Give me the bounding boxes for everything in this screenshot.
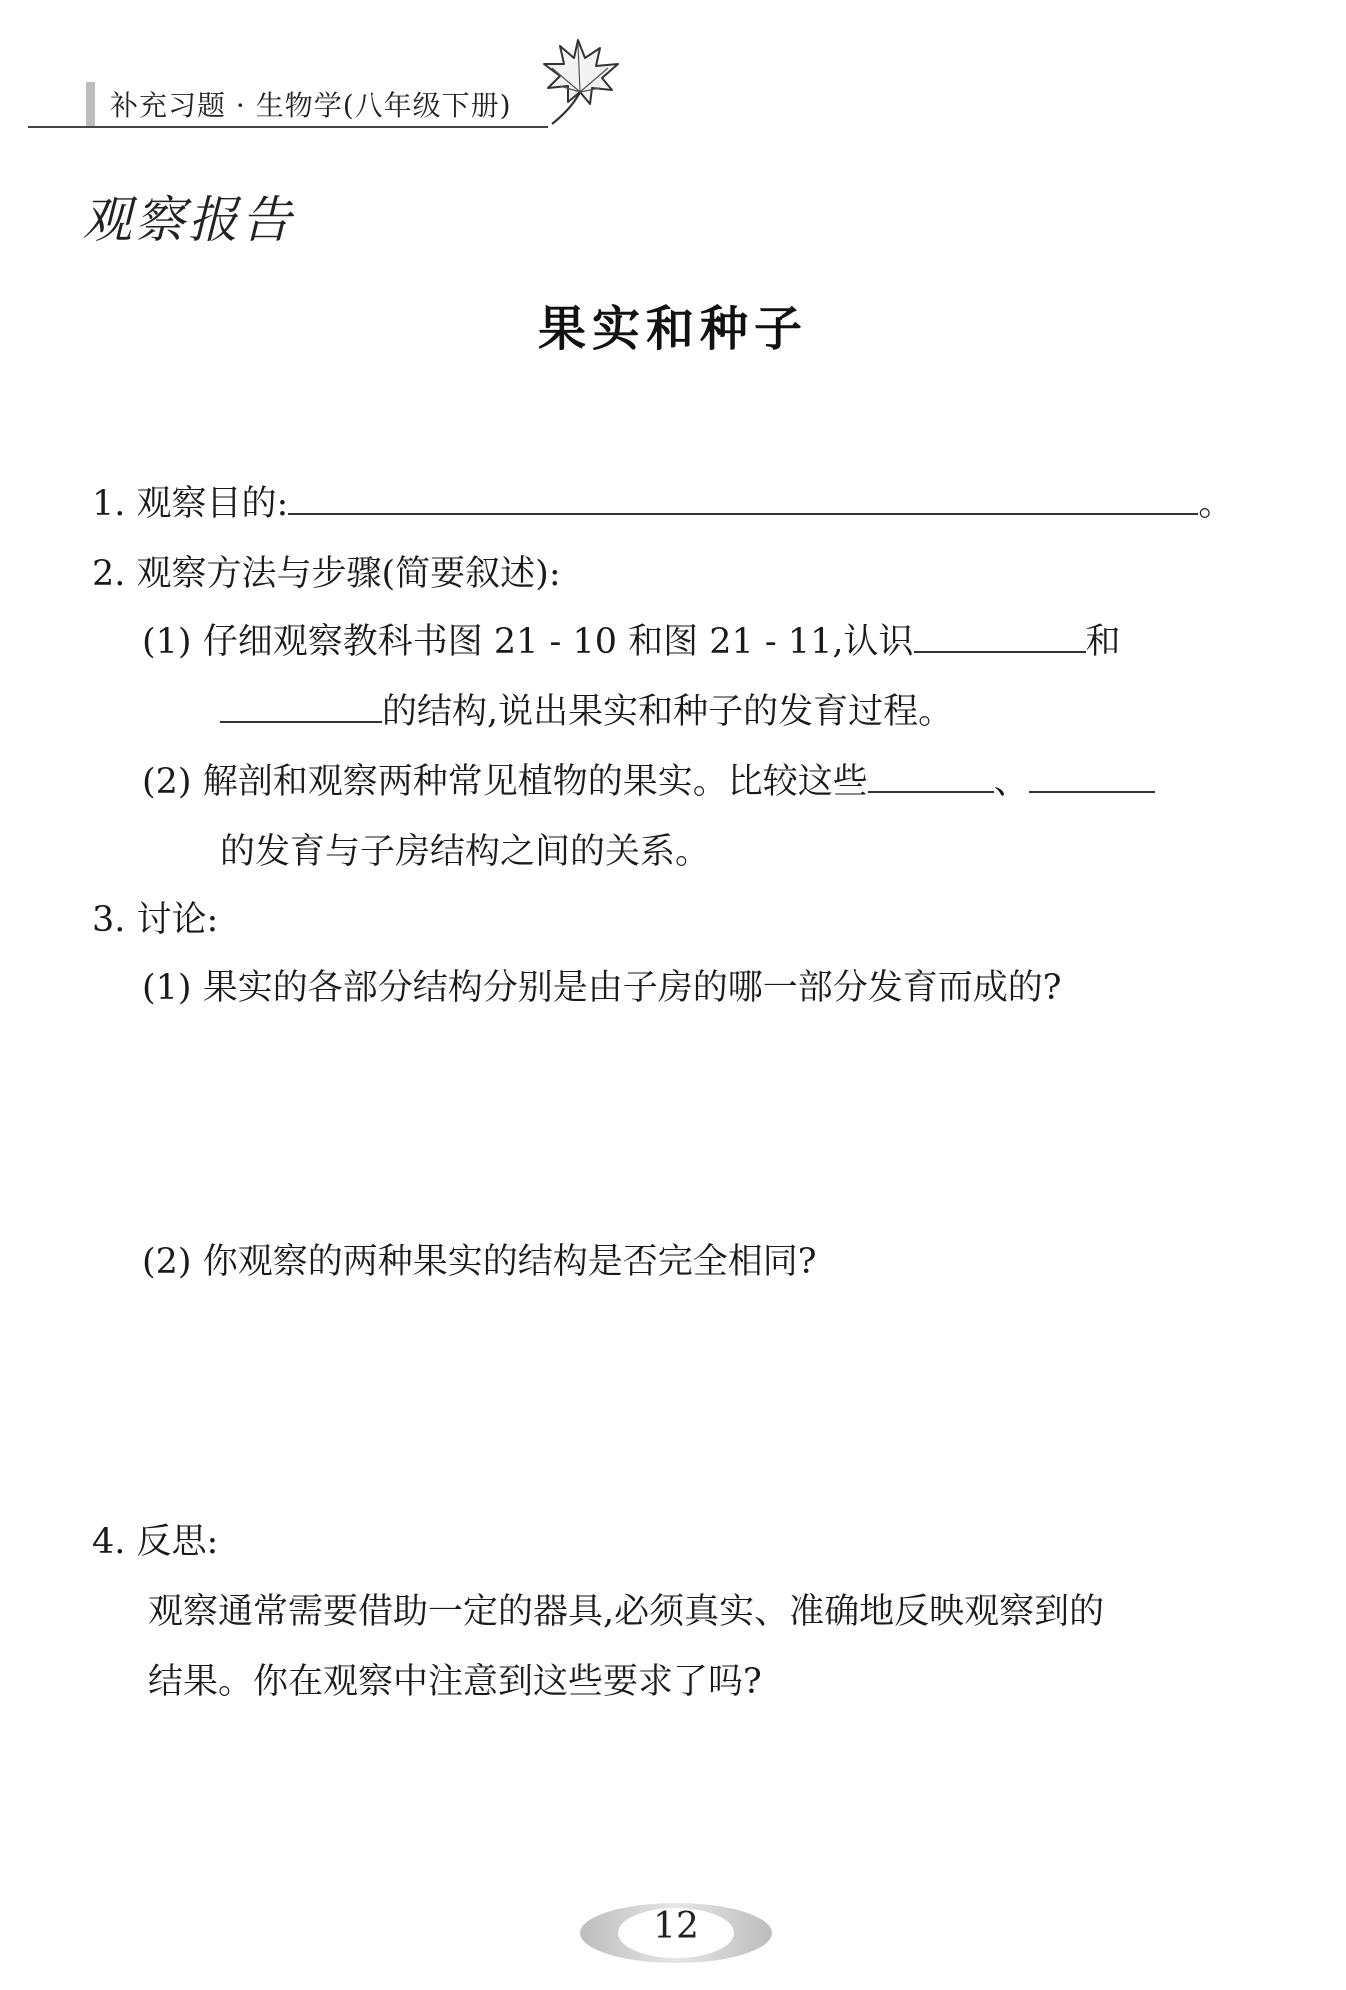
section-label: 观察报告 bbox=[82, 191, 294, 249]
answer-area-discussion-1[interactable] bbox=[142, 1018, 1242, 1208]
step-1-continue: 的结构,说出果实和种子的发育过程。 bbox=[382, 692, 954, 732]
step-1-line-1 bbox=[142, 614, 1121, 664]
answer-blank-structure-2[interactable] bbox=[220, 684, 382, 723]
question-3: 3. 讨论: bbox=[92, 900, 219, 940]
reflection-line-1: 观察通常需要借助一定的器具,必须真实、准确地反映观察到的 bbox=[148, 1592, 1105, 1632]
answer-area-discussion-2[interactable] bbox=[142, 1292, 1242, 1492]
step-2-line-1 bbox=[142, 754, 1155, 804]
step-1-text: (1) 仔细观察教科书图 21 - 10 和图 21 - 11,认识 bbox=[142, 622, 914, 662]
step-1-line-2 bbox=[220, 684, 953, 734]
page-title: 果实和种子 bbox=[537, 301, 808, 357]
step-2-line-2: 的发育与子房结构之间的关系。 bbox=[220, 832, 711, 872]
maple-leaf-icon bbox=[538, 34, 624, 128]
question-1-label: 1. 观察目的: bbox=[92, 484, 289, 524]
question-1-end: 。 bbox=[1198, 484, 1234, 524]
reflection-line-2: 结果。你在观察中注意到这些要求了吗? bbox=[148, 1662, 762, 1702]
step-2-sep: 、 bbox=[993, 762, 1029, 802]
book-title: 补充习题 · 生物学(八年级下册) bbox=[110, 89, 512, 122]
answer-blank-part-1[interactable] bbox=[868, 754, 994, 793]
answer-blank-purpose[interactable] bbox=[288, 476, 1198, 515]
question-1 bbox=[92, 476, 1233, 526]
discussion-2: (2) 你观察的两种果实的结构是否完全相同? bbox=[142, 1242, 817, 1282]
step-2-text: (2) 解剖和观察两种常见植物的果实。比较这些 bbox=[142, 762, 868, 802]
header-rule bbox=[28, 126, 548, 128]
page-number: 12 bbox=[653, 1906, 699, 1947]
step-1-and: 和 bbox=[1085, 622, 1121, 662]
question-4: 4. 反思: bbox=[92, 1522, 219, 1562]
discussion-1: (1) 果实的各部分结构分别是由子房的哪一部分发育而成的? bbox=[142, 968, 1062, 1008]
question-2: 2. 观察方法与步骤(简要叙述): bbox=[92, 554, 561, 594]
answer-blank-structure-1[interactable] bbox=[914, 614, 1086, 653]
header-accent-bar bbox=[86, 82, 95, 128]
answer-blank-part-2[interactable] bbox=[1029, 754, 1155, 793]
answer-area-reflection[interactable] bbox=[148, 1712, 1248, 1872]
